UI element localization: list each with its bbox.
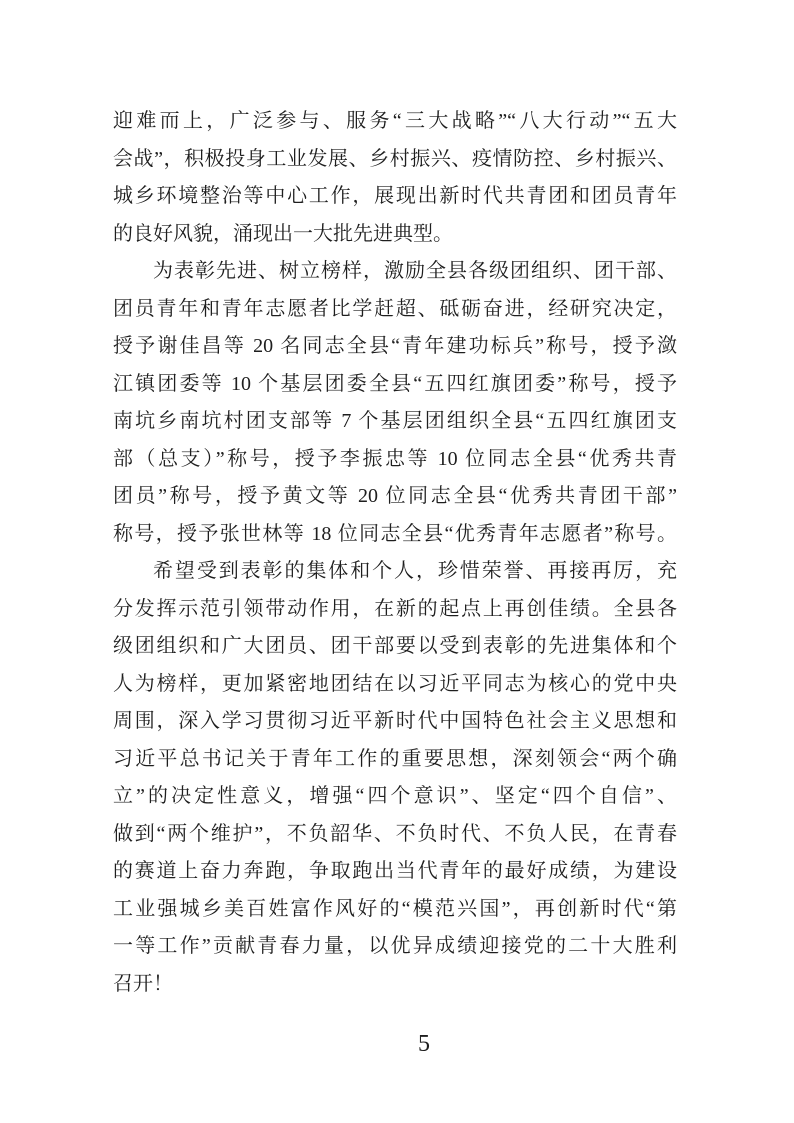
text-line: 江镇团委等 10 个基层团委全县“五四红旗团委”称号，授予 bbox=[113, 372, 677, 395]
text-line: 级团组织和广大团员、团干部要以受到表彰的先进集体和个 bbox=[113, 635, 677, 657]
text-line: 做到“两个维护”，不负韶华、不负时代、不负人民，在青春 bbox=[113, 822, 677, 845]
text-line: 授予谢佳昌等 20 名同志全县“青年建功标兵”称号，授予潋 bbox=[113, 335, 677, 357]
text-line: 习近平总书记关于青年工作的重要思想，深刻领会“两个确 bbox=[113, 747, 677, 770]
text-line: 称号，授予张世林等 18 位同志全县“优秀青年志愿者”称号。 bbox=[113, 522, 677, 545]
paragraph-2 bbox=[113, 253, 677, 553]
text-line: 立”的决定性意义，增强“四个意识”、坚定“四个自信”、 bbox=[113, 785, 677, 807]
text-line: 团员”称号，授予黄文等 20 位同志全县“优秀共青团干部” bbox=[113, 485, 677, 507]
text-line: 一等工作”贡献青春力量，以优异成绩迎接党的二十大胜利 bbox=[113, 935, 677, 957]
text-line: 人为榜样，更加紧密地团结在以习近平同志为核心的党中央 bbox=[113, 672, 677, 695]
text-line: 团员青年和青年志愿者比学赶超、砥砺奋进，经研究决定， bbox=[113, 297, 677, 320]
text-line: 迎难而上，广泛参与、服务“三大战略”“八大行动”“五大 bbox=[113, 110, 677, 132]
text-line: 希望受到表彰的集体和个人，珍惜荣誉、再接再厉，充 bbox=[153, 560, 677, 582]
page-number: 5 bbox=[418, 1031, 430, 1057]
text-line: 召开！ bbox=[113, 972, 173, 995]
text-line: 周围，深入学习贯彻习近平新时代中国特色社会主义思想和 bbox=[113, 710, 677, 732]
text-line: 分发挥示范引领带动作用，在新的起点上再创佳绩。全县各 bbox=[113, 597, 677, 620]
text-line: 工业强城乡美百姓富作风好的“模范兴国”，再创新时代“第 bbox=[113, 897, 677, 920]
text-line: 的良好风貌，涌现出一大批先进典型。 bbox=[113, 222, 453, 245]
text-line: 会战”，积极投身工业发展、乡村振兴、疫情防控、乡村振兴、 bbox=[113, 147, 677, 170]
text-line: 的赛道上奋力奔跑，争取跑出当代青年的最好成绩，为建设 bbox=[113, 860, 677, 882]
document-body bbox=[113, 103, 677, 1003]
text-line: 为表彰先进、树立榜样，激励全县各级团组织、团干部、 bbox=[153, 260, 677, 282]
text-line: 城乡环境整治等中心工作，展现出新时代共青团和团员青年 bbox=[113, 185, 677, 207]
text-line: 南坑乡南坑村团支部等 7 个基层团组织全县“五四红旗团支 bbox=[113, 410, 677, 432]
paragraph-3 bbox=[113, 553, 677, 1003]
text-line: 部（总支）”称号，授予李振忠等 10 位同志全县“优秀共青 bbox=[113, 447, 677, 470]
paragraph-1 bbox=[113, 103, 677, 253]
